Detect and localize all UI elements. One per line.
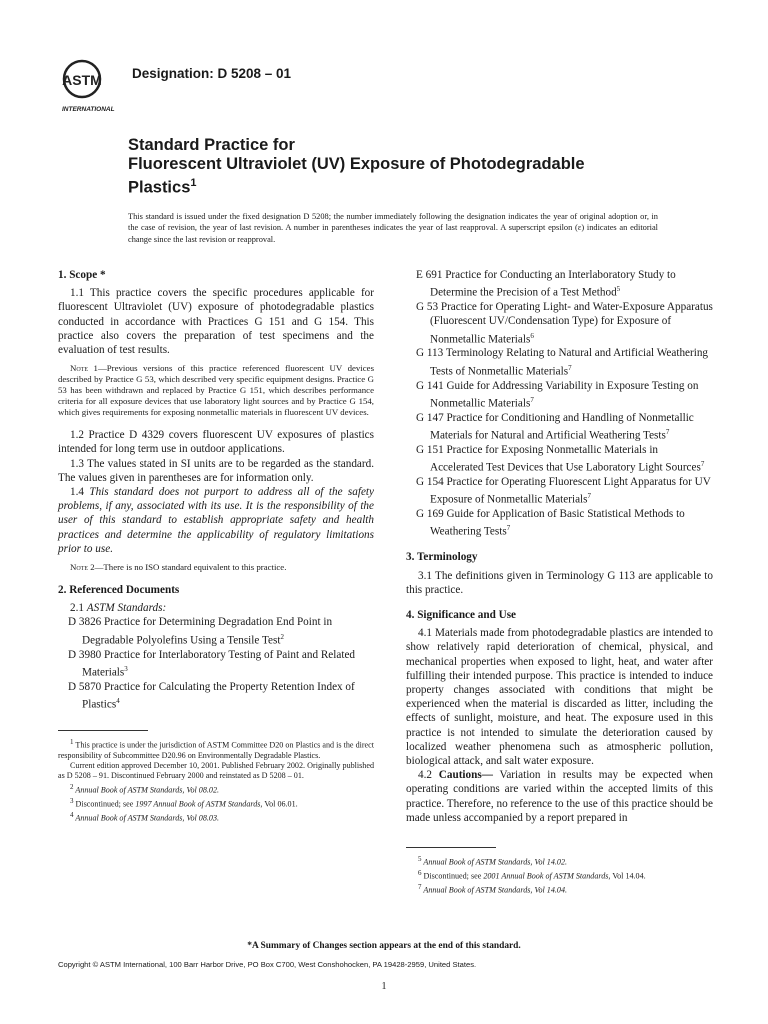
note-1-text: 1—Previous versions of this practice referenced fluorescent UV devices described by Practice G 53, which described very specific equipment designs. Practice G 53 has been withdrawn and replaced by Practice G 151, which describes performance criteria for all exposure devices that use laboratory light sources and by Practice G 154, which gives requirements for exposing nonmetallic materials in fluorescent UV devices. bbox=[58, 363, 374, 418]
ref-item-text: G 154 Practice for Operating Fluorescent Light Apparatus for UV Exposure of Nonmetallic Materials bbox=[416, 476, 711, 506]
title-line-1: Standard Practice for bbox=[128, 136, 295, 154]
significance-heading: 4. Significance and Use bbox=[406, 608, 517, 621]
footnote-5-text: Annual Book of ASTM Standards, Vol 14.02. bbox=[421, 857, 568, 867]
ref-item-text: D 5870 Practice for Calculating the Property Retention Index of Plastics bbox=[68, 680, 355, 711]
ref-item-g154 bbox=[406, 475, 713, 507]
footnote-4-text: Annual Book of ASTM Standards, Vol 08.03. bbox=[73, 813, 220, 823]
refdocs-2-1-text: ASTM Standards: bbox=[86, 602, 167, 615]
scope-1-1: 1.1 This practice covers the specific procedures applicable for fluorescent Ultraviolet (UV) exposure of photodegradable plastics conducted in accordance with Practices G 151 and G 154. This practice also covers the preparation of test specimens and the evaluation of test results. bbox=[58, 287, 374, 357]
ref-item-g53 bbox=[406, 300, 713, 346]
note-1-label: Note bbox=[70, 363, 89, 374]
left-column bbox=[58, 268, 374, 824]
significance-4-1: 4.1 Materials made from photodegradable plastics are intended to show relatively rapid deterioration of chemical, physical, and mechanical properties when exposed to light, heat, and water after fulfilling their intended purpose. This practice is intended to induce property changes associated with conditions that might be experienced when the material is discarded as litter, including the effects of sunlight, moisture, and heat. The exposure used in this practice is not intended to simulate the deterioration caused by localized weather phenomena such as atmospheric pollution, biological attack, and salt water exposure. bbox=[406, 627, 713, 767]
page-number: 1 bbox=[381, 981, 387, 992]
footnote-2 bbox=[58, 782, 374, 796]
footnote-3-text-c: , Vol 06.01. bbox=[260, 799, 298, 809]
significance-4-2-bold: Cautions— bbox=[438, 769, 493, 782]
significance-4-2-num: 4.2 bbox=[418, 769, 439, 782]
scope-1-4 bbox=[58, 485, 374, 556]
footnote-5 bbox=[406, 854, 713, 868]
footnote-6-text-a: Discontinued; see bbox=[421, 871, 484, 881]
ref-item-text: G 147 Practice for Conditioning and Handling of Nonmetallic Materials for Natural and Artificial Weathering Tests bbox=[416, 411, 694, 442]
ref-item-text: D 3826 Practice for Determining Degradation End Point in Degradable Polyolefins Using a Tensile Test bbox=[68, 616, 333, 647]
terminology-heading: 3. Terminology bbox=[406, 551, 478, 564]
right-column bbox=[406, 268, 713, 896]
footnote-2-marker: 2 bbox=[70, 782, 74, 791]
ref-item-sup: 2 bbox=[280, 632, 284, 641]
ref-item-sup: 7 bbox=[568, 363, 572, 372]
copyright: Copyright © ASTM International, 100 Barr Harbor Drive, PO Box C700, West Conshohocken, PA 19428-2959, United States. bbox=[58, 960, 477, 969]
refdocs-2-1-num: 2.1 bbox=[70, 602, 87, 615]
significance-4-2 bbox=[406, 768, 713, 825]
ref-item-text: G 113 Terminology Relating to Natural and Artificial Weathering Tests of Nonmetallic Materials bbox=[416, 347, 709, 378]
note-1 bbox=[58, 363, 374, 418]
astm-logo-graphic bbox=[60, 55, 124, 115]
ref-item-sup: 6 bbox=[530, 331, 534, 340]
ref-item-text: G 151 Practice for Exposing Nonmetallic Materials in Accelerated Test Devices that Use Laboratory Light Sources bbox=[416, 443, 701, 474]
ref-item-g169 bbox=[406, 507, 713, 539]
astm-logo bbox=[60, 55, 124, 115]
ref-item-text: G 141 Guide for Addressing Variability in Exposure Testing on Nonmetallic Materials bbox=[416, 379, 699, 410]
footnote-1-text: This practice is under the jurisdiction of ASTM Committee D20 on Plastics and is the direct responsibility of Subcommittee D20.96 on Environmentally Degradable Plastics. bbox=[58, 740, 374, 760]
note-2-label: Note bbox=[70, 562, 89, 573]
footnote-7-marker: 7 bbox=[418, 882, 422, 891]
ref-item-sup: 7 bbox=[587, 492, 592, 501]
ref-item-d5870 bbox=[58, 680, 374, 712]
footnote-rule-right bbox=[406, 847, 496, 848]
summary-of-changes-note: *A Summary of Changes section appears at the end of this standard. bbox=[247, 941, 521, 951]
ref-item-d3980 bbox=[58, 648, 374, 680]
footnote-4-marker: 4 bbox=[70, 810, 74, 819]
ref-item-sup: 7 bbox=[530, 395, 534, 404]
footnote-2-text: Annual Book of ASTM Standards, Vol 08.02. bbox=[73, 785, 220, 795]
title-line-3-text: Plastics bbox=[128, 178, 191, 197]
title-line-2: Fluorescent Ultraviolet (UV) Exposure of Photodegradable bbox=[128, 155, 585, 173]
ref-item-sup: 7 bbox=[506, 524, 511, 533]
footnote-7 bbox=[406, 882, 713, 896]
ref-item-text: D 3980 Practice for Interlaboratory Testing of Paint and Related Materials bbox=[68, 648, 356, 679]
designation: Designation: D 5208 – 01 bbox=[132, 66, 292, 81]
ref-item-d3826 bbox=[58, 615, 374, 647]
ref-item-sup: 7 bbox=[700, 460, 705, 469]
title-line-3 bbox=[128, 174, 688, 198]
ref-item-g113 bbox=[406, 346, 713, 378]
scope-1-3: 1.3 The values stated in SI units are to be regarded as the standard. The values given in parentheses are for information only. bbox=[58, 457, 374, 484]
footnote-6-marker: 6 bbox=[418, 868, 422, 877]
scope-1-2: 1.2 Practice D 4329 covers fluorescent UV exposures of plastics intended for long term use in outdoor applications. bbox=[58, 429, 374, 456]
ref-item-sup: 5 bbox=[616, 285, 621, 294]
footnote-3 bbox=[58, 796, 374, 810]
note-2 bbox=[58, 562, 374, 573]
ref-item-sup: 7 bbox=[665, 427, 670, 436]
scope-heading: 1. Scope * bbox=[58, 269, 106, 281]
note-2-text: 2—There is no ISO standard equivalent to this practice. bbox=[88, 562, 287, 573]
ref-item-sup: 3 bbox=[124, 664, 128, 673]
footnote-rule-left bbox=[58, 730, 148, 731]
refdocs-2-1 bbox=[58, 601, 374, 615]
footnote-1b: Current edition approved December 10, 2001. Published February 2002. Originally published as D 5208 – 91. Discontinued February 2000 and reinstated as D 5208 – 01. bbox=[58, 761, 374, 781]
footnote-6-text-c: , Vol 14.04. bbox=[608, 871, 646, 881]
ref-item-text: G 53 Practice for Operating Light- and Water-Exposure Apparatus (Fluorescent UV/Condensation Type) for Exposure of Nonmetallic Materials bbox=[416, 301, 713, 346]
scope-1-4-num: 1.4 bbox=[70, 486, 90, 499]
footnote-6-text-b: 2001 Annual Book of ASTM Standards bbox=[483, 871, 609, 881]
footnote-7-text: Annual Book of ASTM Standards, Vol 14.04. bbox=[421, 885, 568, 895]
footnote-1 bbox=[58, 737, 374, 761]
significance-4-2-text: Variation in results may be expected when operating conditions are varied within the accepted limits of this practice. Therefore, no reference to the use of this practice should be made unless accompanied by a report prepared in bbox=[406, 769, 714, 824]
footnote-1-marker: 1 bbox=[70, 737, 74, 746]
terminology-3-1: 3.1 The definitions given in Terminology G 113 are applicable to this practice. bbox=[406, 569, 713, 596]
logo-text: ASTM bbox=[62, 72, 102, 88]
footnote-5-marker: 5 bbox=[418, 854, 422, 863]
logo-subtext: INTERNATIONAL bbox=[62, 106, 115, 113]
footnote-3-text-a: Discontinued; see bbox=[73, 799, 136, 809]
title-footnote-marker: 1 bbox=[190, 177, 197, 189]
ref-item-text: E 691 Practice for Conducting an Interlaboratory Study to Determine the Precision of a Test Method bbox=[416, 269, 676, 299]
document-title bbox=[128, 136, 688, 198]
ref-item-sup: 4 bbox=[116, 696, 120, 705]
footnote-3-marker: 3 bbox=[70, 796, 74, 805]
scope-1-4-text: This standard does not purport to address all of the safety problems, if any, associated with its use. It is the responsibility of the user of this standard to establish appropriate safety and health practices and determine the applicability of regulatory limitations prior to use. bbox=[58, 486, 375, 555]
ref-item-text: G 169 Guide for Application of Basic Statistical Methods to Weathering Tests bbox=[416, 508, 685, 539]
footnote-6 bbox=[406, 868, 713, 882]
ref-item-g141 bbox=[406, 379, 713, 411]
issue-note: This standard is issued under the fixed designation D 5208; the number immediately following the designation indicates the year of original adoption or, in the case of revision, the year of last revision. A number in parentheses indicates the year of last reapproval. A superscript epsilon (ε) indicates an editorial change since the last revision or reapproval. bbox=[128, 212, 658, 244]
ref-item-g147 bbox=[406, 411, 713, 443]
ref-item-e691 bbox=[406, 268, 713, 300]
refdocs-heading: 2. Referenced Documents bbox=[58, 584, 180, 597]
ref-item-g151 bbox=[406, 443, 713, 475]
footnote-4 bbox=[58, 810, 374, 824]
footnote-3-text-b: 1997 Annual Book of ASTM Standards bbox=[135, 799, 261, 809]
